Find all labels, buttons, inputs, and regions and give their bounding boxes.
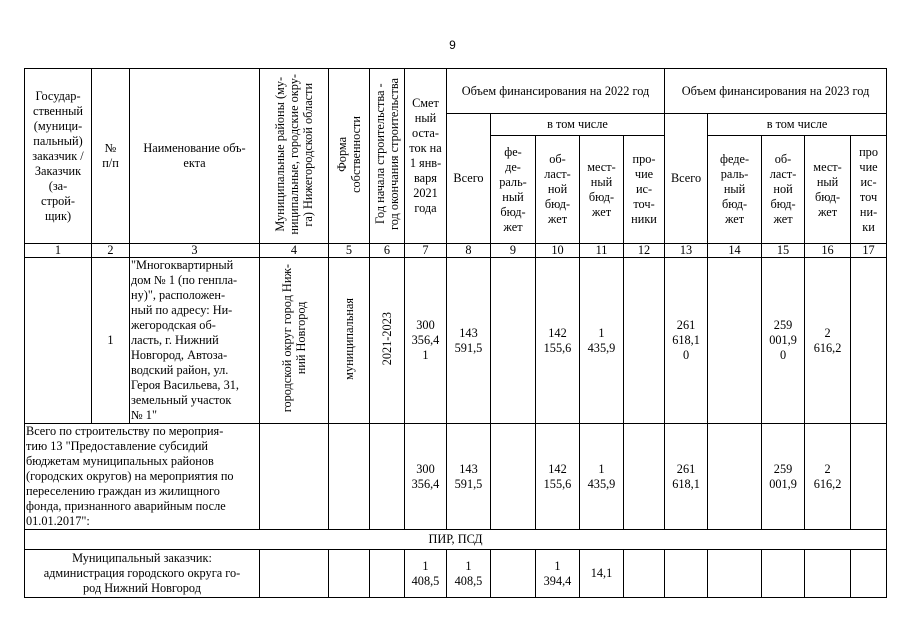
header-object-name: Наименование объ- екта xyxy=(130,69,260,244)
col-num: 16 xyxy=(805,244,851,258)
cell-number: 1 xyxy=(92,258,130,424)
header-fin-2022: Объем финансирования на 2022 год xyxy=(447,69,665,114)
col-num: 5 xyxy=(329,244,370,258)
header-ownership-text: Форма собственности xyxy=(335,115,363,193)
financing-table xyxy=(24,68,887,598)
cell-fed-2023 xyxy=(708,424,762,530)
cell-total-2023: 261 618,1 0 xyxy=(665,258,708,424)
cell-balance: 1 408,5 xyxy=(405,550,447,598)
header-total-2022: Всего xyxy=(447,114,491,244)
cell-fed-2022 xyxy=(491,424,536,530)
header-obl-2023: об- ласт- ной бюд- жет xyxy=(762,136,805,244)
page-number: 9 xyxy=(449,38,456,52)
cell-empty xyxy=(260,550,329,598)
cell-fed-2022 xyxy=(491,550,536,598)
cell-total-2023: 261 618,1 xyxy=(665,424,708,530)
cell-obl-2023: 259 001,9 0 xyxy=(762,258,805,424)
header-incl-2022: в том числе xyxy=(491,114,665,136)
cell-years-text: 2021-2023 xyxy=(380,311,394,366)
cell-balance: 300 356,4 1 xyxy=(405,258,447,424)
cell-other-2022 xyxy=(624,550,665,598)
cell-obl-2023 xyxy=(762,550,805,598)
header-balance: Смет ный оста- ток на 1 янв- варя 2021 года xyxy=(405,69,447,244)
header-obl-2022: об- ласт- ной бюд- жет xyxy=(536,136,580,244)
cell-empty xyxy=(329,550,370,598)
cell-empty xyxy=(329,424,370,530)
cell-obl-2022: 142 155,6 xyxy=(536,424,580,530)
header-incl-2023: в том числе xyxy=(708,114,887,136)
cell-other-2023 xyxy=(851,550,887,598)
cell-mest-2023: 2 616,2 xyxy=(805,258,851,424)
header-years-text: Год начала строительства - год окончания строительства xyxy=(373,78,401,230)
header-other-2022: про- чие ис- точ- ники xyxy=(624,136,665,244)
col-num: 9 xyxy=(491,244,536,258)
cell-other-2022 xyxy=(624,258,665,424)
header-districts-text: Муниципальные районы (му- ниципальные, городские окру- га) Нижегородской области xyxy=(273,73,315,235)
section-header-row xyxy=(25,530,887,550)
table-row-customer xyxy=(25,550,887,598)
col-num: 10 xyxy=(536,244,580,258)
col-num: 3 xyxy=(130,244,260,258)
col-num: 11 xyxy=(580,244,624,258)
header-years xyxy=(370,69,405,244)
col-num: 17 xyxy=(851,244,887,258)
cell-other-2023 xyxy=(851,258,887,424)
col-num: 2 xyxy=(92,244,130,258)
cell-empty xyxy=(370,550,405,598)
header-row-1 xyxy=(25,69,887,114)
cell-mest-2022: 1 435,9 xyxy=(580,258,624,424)
cell-balance: 300 356,4 xyxy=(405,424,447,530)
header-districts xyxy=(260,69,329,244)
cell-other-2023 xyxy=(851,424,887,530)
cell-other-2022 xyxy=(624,424,665,530)
cell-mest-2022: 14,1 xyxy=(580,550,624,598)
cell-obl-2023: 259 001,9 xyxy=(762,424,805,530)
cell-district-text: городской округ город Ниж- ний Новгород xyxy=(280,264,308,413)
cell-object-name: "Многоквартирный дом № 1 (по генпла- ну)", расположен- ный по адресу: Ни- жегородская об- ласть, г. Нижний Новгород, Автоза- водский район, ул. Героя Васильева, 31, земельный участок № 1" xyxy=(130,258,260,424)
cell-mest-2023: 2 616,2 xyxy=(805,424,851,530)
cell-total-2023 xyxy=(665,550,708,598)
header-customer: Государ- ственный (муници- пальный) заказчик / Заказчик (за- строй- щик) xyxy=(25,69,92,244)
cell-mest-2022: 1 435,9 xyxy=(580,424,624,530)
header-ownership xyxy=(329,69,370,244)
col-num: 8 xyxy=(447,244,491,258)
col-num: 13 xyxy=(665,244,708,258)
cell-ownership xyxy=(329,258,370,424)
cell-fed-2023 xyxy=(708,258,762,424)
section-title: ПИР, ПСД xyxy=(25,530,887,550)
header-fed-2022: фе- де- раль- ный бюд- жет xyxy=(491,136,536,244)
header-fin-2023: Объем финансирования на 2023 год xyxy=(665,69,887,114)
cell-customer-label: Муниципальный заказчик: администрация городского округа го- род Нижний Новгород xyxy=(25,550,260,598)
col-num: 1 xyxy=(25,244,92,258)
cell-total-2022: 143 591,5 xyxy=(447,258,491,424)
header-mest-2023: мест- ный бюд- жет xyxy=(805,136,851,244)
col-num: 4 xyxy=(260,244,329,258)
header-number: № п/п xyxy=(92,69,130,244)
cell-empty xyxy=(370,424,405,530)
cell-fed-2022 xyxy=(491,258,536,424)
cell-fed-2023 xyxy=(708,550,762,598)
cell-years xyxy=(370,258,405,424)
col-num: 14 xyxy=(708,244,762,258)
cell-district xyxy=(260,258,329,424)
cell-total-2022: 1 408,5 xyxy=(447,550,491,598)
col-num: 15 xyxy=(762,244,805,258)
column-number-row xyxy=(25,244,887,258)
col-num: 7 xyxy=(405,244,447,258)
col-num: 6 xyxy=(370,244,405,258)
cell-obl-2022: 1 394,4 xyxy=(536,550,580,598)
col-num: 12 xyxy=(624,244,665,258)
header-other-2023: про чие ис- точ ни- ки xyxy=(851,136,887,244)
cell-empty xyxy=(25,258,92,424)
header-mest-2022: мест- ный бюд- жет xyxy=(580,136,624,244)
table-row-total xyxy=(25,424,887,530)
header-total-2023: Всего xyxy=(665,114,708,244)
cell-total-label: Всего по строительству по мероприя- тию 13 "Предоставление субсидий бюджетам муниципальных районов (городских округов) на мероприятия по переселению граждан из жилищного фонда, признанного аварийным после 01.01.2017": xyxy=(25,424,260,530)
header-fed-2023: феде- раль- ный бюд- жет xyxy=(708,136,762,244)
cell-mest-2023 xyxy=(805,550,851,598)
cell-empty xyxy=(260,424,329,530)
cell-obl-2022: 142 155,6 xyxy=(536,258,580,424)
cell-total-2022: 143 591,5 xyxy=(447,424,491,530)
cell-ownership-text: муниципальная xyxy=(342,297,356,380)
table-row-object-1 xyxy=(25,258,887,424)
